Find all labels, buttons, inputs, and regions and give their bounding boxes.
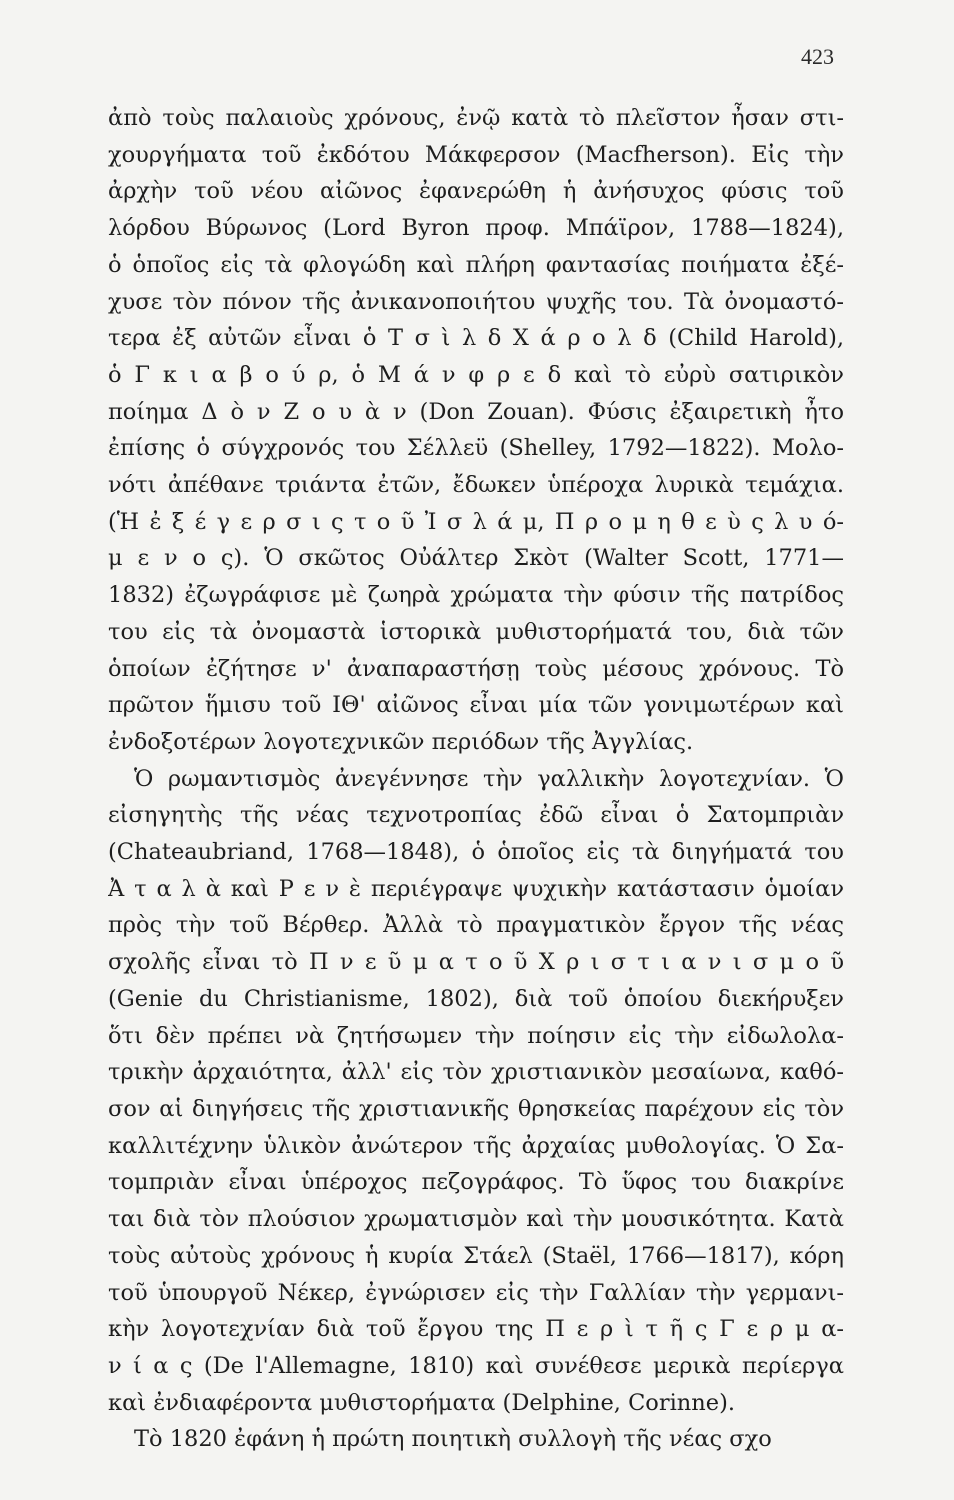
text-line: ν ί α ς (De l'Allemagne, 1810) καὶ συνέθεσε μερικὰ περίεργα (108, 1352, 844, 1379)
text-line: πρῶτον ἥμισυ τοῦ ΙΘ' αἰῶνος εἶναι μία τῶν γονιμωτέρων καὶ (108, 692, 844, 719)
text-line: Ἀ τ α λ ὰ καὶ Ρ ε ν ὲ περιέγραψε ψυχικὴν κατάστασιν ὁμοίαν (108, 875, 844, 902)
text-line: ὁ Γ κ ι α β ο ύ ρ, ὁ Μ ά ν φ ρ ε δ καὶ τὸ εὐρὺ σατιρικὸν (108, 361, 844, 388)
text-line: ἐπίσης ὁ σύγχρονός του Σέλλεϋ (Shelley, 1792—1822). Μολο- (108, 435, 844, 462)
text-line: σον αἱ διηγήσεις τῆς χριστιανικῆς θρησκείας παρέχουν εἰς τὸν (108, 1095, 844, 1122)
text-line: ἐνδοξοτέρων λογοτεχνικῶν περιόδων τῆς Ἀγγλίας. (108, 728, 694, 755)
text-line: ται διὰ τὸν πλούσιον χρωματισμὸν καὶ τὴν μουσικότητα. Κατὰ (108, 1206, 844, 1233)
text-line: εἰσηγητὴς τῆς νέας τεχνοτροπίας ἐδῶ εἶναι ὁ Σατομπριὰν (108, 802, 844, 829)
paragraph (108, 1421, 844, 1458)
text-line: λόρδου Βύρωνος (Lord Byron προφ. Μπάϊρον, 1788—1824), (108, 215, 844, 242)
text-line: κὴν λογοτεχνίαν διὰ τοῦ ἔργου της Π ε ρ ὶ τ ῆ ς Γ ε ρ μ α- (108, 1316, 844, 1343)
text-line: τομπριὰν εἶναι ὑπέροχος πεζογράφος. Τὸ ὕφος του διακρίνε (108, 1169, 844, 1196)
paragraph (108, 761, 844, 1422)
text-line: ἀπὸ τοὺς παλαιοὺς χρόνους, ἐνῷ κατὰ τὸ πλεῖστον ἦσαν στι- (108, 105, 844, 131)
text-line: του εἰς τὰ ὀνομαστὰ ἱστορικὰ μυθιστορήματά του, διὰ τῶν (108, 618, 844, 645)
text-line: ὁποίων ἐζήτησε ν' ἀναπαραστήσῃ τοὺς μέσους χρόνους. Τὸ (108, 655, 844, 682)
text-line: καλλιτέχνην ὑλικὸν ἀνώτερον τῆς ἀρχαίας μυθολογίας. Ὁ Σα- (108, 1132, 844, 1159)
text-line: τρικὴν ἀρχαιότητα, ἀλλ' εἰς τὸν χριστιανικὸν μεσαίωνα, καθό- (108, 1059, 844, 1086)
text-line: ὅτι δὲν πρέπει νὰ ζητήσωμεν τὴν ποίησιν εἰς τὴν εἰδωλολα- (108, 1022, 844, 1049)
text-line: ποίημα Δ ὸ ν Ζ ο υ ὰ ν (Don Zouan). Φύσις ἐξαιρετικὴ ἦτο (108, 398, 844, 425)
body-text (108, 100, 844, 1458)
text-line: (Chateaubriand, 1768—1848), ὁ ὁποῖος εἰς τὰ διηγήματά του (108, 839, 844, 866)
text-line: νότι ἀπέθανε τριάντα ἐτῶν, ἔδωκεν ὑπέροχα λυρικὰ τεμάχια. (108, 472, 844, 499)
text-line: ἀρχὴν τοῦ νέου αἰῶνος ἐφανερώθη ἡ ἀνήσυχος φύσις τοῦ (108, 178, 844, 205)
text-line: τοῦ ὑπουργοῦ Νέκερ, ἐγνώρισεν εἰς τὴν Γαλλίαν τὴν γερμανι- (108, 1279, 844, 1306)
text-line: πρὸς τὴν τοῦ Βέρθερ. Ἀλλὰ τὸ πραγματικὸν ἔργον τῆς νέας (108, 912, 844, 939)
text-line: (Ἡ ἐ ξ έ γ ε ρ σ ι ς τ ο ῦ Ἰ σ λ ά μ, Π ρ ο μ η θ ε ὺ ς λ υ ό- (108, 508, 844, 535)
text-line: τερα ἐξ αὐτῶν εἶναι ὁ Τ σ ὶ λ δ Χ ά ρ ο λ δ (Child Harold), (108, 325, 844, 352)
text-line: καὶ ἐνδιαφέροντα μυθιστορήματα (Delphine, Corinne). (108, 1389, 736, 1416)
text-line: χυσε τὸν πόνον τῆς ἀνικανοποιήτου ψυχῆς του. Τὰ ὀνομαστό- (108, 288, 844, 315)
paragraph (108, 100, 844, 761)
text-line: χουργήματα τοῦ ἐκδότου Μάκφερσον (Macfherson). Εἰς τὴν (108, 141, 844, 168)
text-line: 1832) ἐζωγράφισε μὲ ζωηρὰ χρώματα τὴν φύσιν τῆς πατρίδος (108, 582, 844, 609)
text-line: τοὺς αὐτοὺς χρόνους ἡ κυρία Στάελ (Staël, 1766—1817), κόρη (108, 1242, 844, 1269)
text-line: ὁ ὁποῖος εἰς τὰ φλογώδη καὶ πλήρη φαντασίας ποιήματα ἐξέ- (108, 251, 844, 278)
text-line: (Genie du Christianisme, 1802), διὰ τοῦ ὁποίου διεκήρυξεν (108, 985, 844, 1012)
text-line: Ὁ ρωμαντισμὸς ἀνεγέννησε τὴν γαλλικὴν λογοτεχνίαν. Ὁ (134, 765, 844, 792)
page-number: 423 (801, 44, 834, 69)
text-line: σχολῆς εἶναι τὸ Π ν ε ῦ μ α τ ο ῦ Χ ρ ι σ τ ι α ν ι σ μ ο ῦ (108, 949, 844, 976)
text-line: μ ε ν ο ς). Ὁ σκῶτος Οὐάλτερ Σκὸτ (Walter Scott, 1771— (108, 545, 844, 572)
text-line: Τὸ 1820 ἐφάνη ἡ πρώτη ποιητικὴ συλλογὴ τῆς νέας σχο (134, 1426, 772, 1453)
